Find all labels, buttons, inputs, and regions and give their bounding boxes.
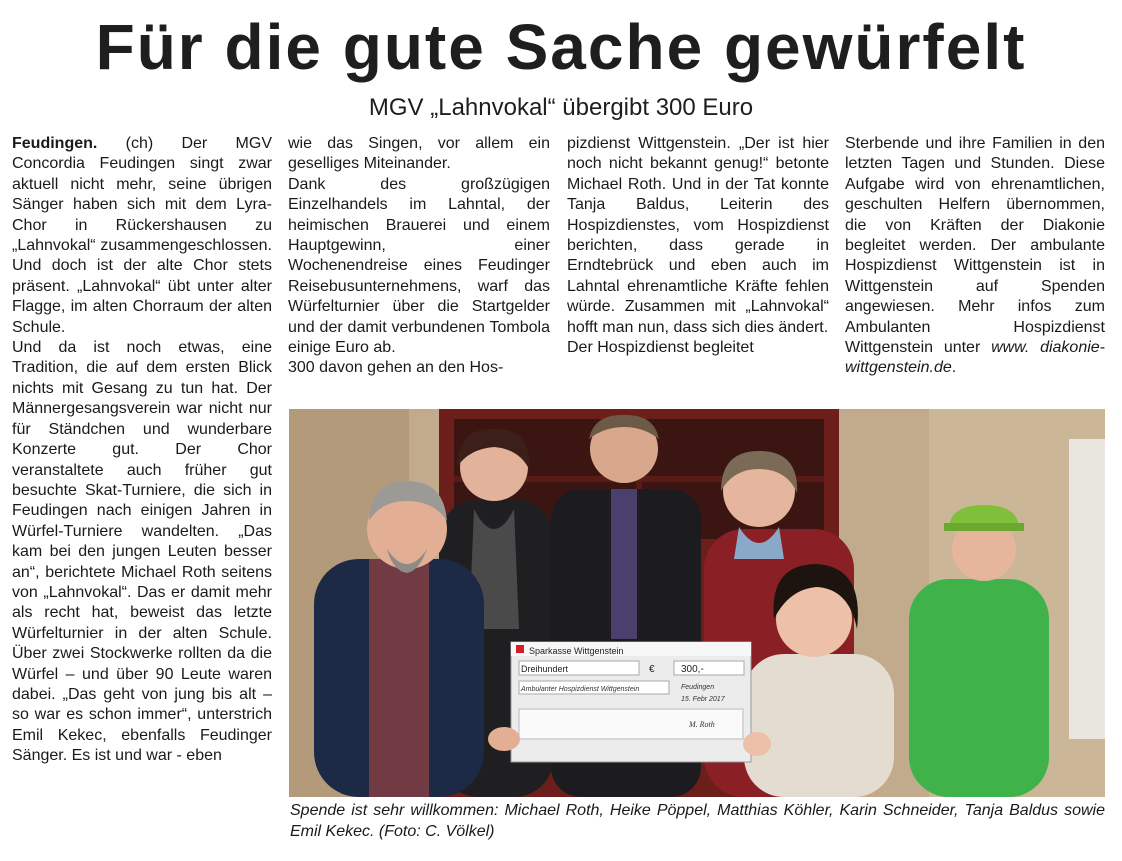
paragraph: Dank des großzügigen Einzelhandels im Lahntal, der heimischen Brauerei und einem Hauptgewinn, einer Wochenendreise eines Feudinger Reisebusunternehmens, warf das Würfelturnier über die Startgelder und der damit verbundenen Tombola einige Euro ab.	[288, 175, 550, 357]
bank-logo-icon	[516, 645, 524, 653]
paragraph: wie das Singen, vor allem ein geselliges Miteinander.	[288, 135, 550, 173]
paragraph	[845, 134, 1105, 379]
paragraph: Und da ist noch etwas, eine Tradition, die auf dem ersten Blick nichts mit Gesang zu tun hat. Der Männergesangsverein war nicht nur für Ständchen und wunderbare Konzerte gut. Der Chor veranstaltete auch früher gut besuchte Skat-Turniere, die sich in Feudingen nach einigen Jahren in Würfel-Turniere wandelten. „Das kam bei den jungen Leuten besser an“, berichtete Michael Roth seitens von „Lahnvokal“. Das er damit mehr als recht hat, beweist das letzte Würfelturnier in der alten Schule. Über zwei Stockwerke rollten da die Würfel – und über 90 Leute waren dabei. „Das geht von jung bis alt – so war es schon immer“, unterstrich Emil Kekec, ebenfalls Feudinger Sänger. Es ist und war - eben	[12, 339, 272, 765]
check-amount: 300,-	[681, 664, 704, 675]
check-place: Feudingen	[681, 684, 715, 691]
paragraph-text: (ch) Der MGV Concordia Feudingen singt zwar aktuell nicht mehr, seine übrigen Sänger haben sich mit dem Lyra-Chor in Rückershausen zu „Lahnvokal“ zusammengeschlossen. Und doch ist der alte Chor stets präsent. „Lahnvokal“ übt unter alter Flagge, im alten Chorraum der alten Schule.	[12, 135, 272, 336]
paragraph: pizdienst Wittgenstein. „Der ist hier noch nicht bekannt genug!“ betonte Michael Roth. Und in der Tat konnte Tanja Baldus, Leiterin des Hospizdienstes, vom Hospizdienst berichten, dass gerade in Erndtebrück und eben auch im Lahntal ehrenamtliche Kräfte fehlen würde. Zusammen mit „Lahnvokal“ hofft man nun, dass sich dies ändert.	[567, 135, 829, 336]
paragraph: 300 davon gehen an den Hos-	[288, 359, 504, 377]
check-date: 15. Febr 2017	[681, 696, 725, 703]
photo-caption: Spende ist sehr willkommen: Michael Roth, Heike Pöppel, Matthias Köhler, Karin Schneider, Tanja Baldus sowie Emil Kekec. (Foto: C. Völkel)	[290, 802, 1105, 840]
dateline: Feudingen.	[12, 135, 98, 152]
article-column-4	[845, 134, 1105, 379]
paragraph-text: Sterbende und ihre Familien in den letzten Tagen und Stunden. Diese Aufgabe wird von ehrenamtlichen, geschulten Helfern übernommen, die von Kräften der Diakonie begleitet werden. Der ambulante Hospizdienst Wittgenstein ist in Wittgenstein auf Spenden angewiesen. Mehr infos zum Ambulanten Hospizdienst Wittgenstein unter	[845, 135, 1105, 357]
article-column-2	[288, 134, 550, 379]
check-payee: Ambulanter Hospizdienst Wittgenstein	[521, 686, 640, 693]
paragraph: Der Hospizdienst begleitet	[567, 339, 754, 357]
group-photo-illustration	[289, 409, 1105, 797]
donation-check	[511, 642, 751, 762]
article-photo	[289, 409, 1105, 797]
check-currency: €	[649, 664, 655, 675]
subheadline: MGV „Lahnvokal“ übergibt 300 Euro	[368, 94, 754, 121]
article-column-3	[567, 134, 829, 358]
article-column-1	[12, 134, 272, 767]
website-link[interactable]: www. diakonie-wittgenstein.de	[845, 339, 1105, 377]
check-signature: M. Roth	[689, 720, 715, 729]
headline: Für die gute Sache gewürfelt	[95, 11, 1027, 83]
paragraph	[12, 134, 272, 338]
window-frame	[1069, 439, 1105, 739]
sentence-end: .	[951, 359, 957, 377]
check-amount-words: Dreihundert	[521, 664, 569, 674]
check-bank: Sparkasse Wittgenstein	[529, 646, 624, 656]
